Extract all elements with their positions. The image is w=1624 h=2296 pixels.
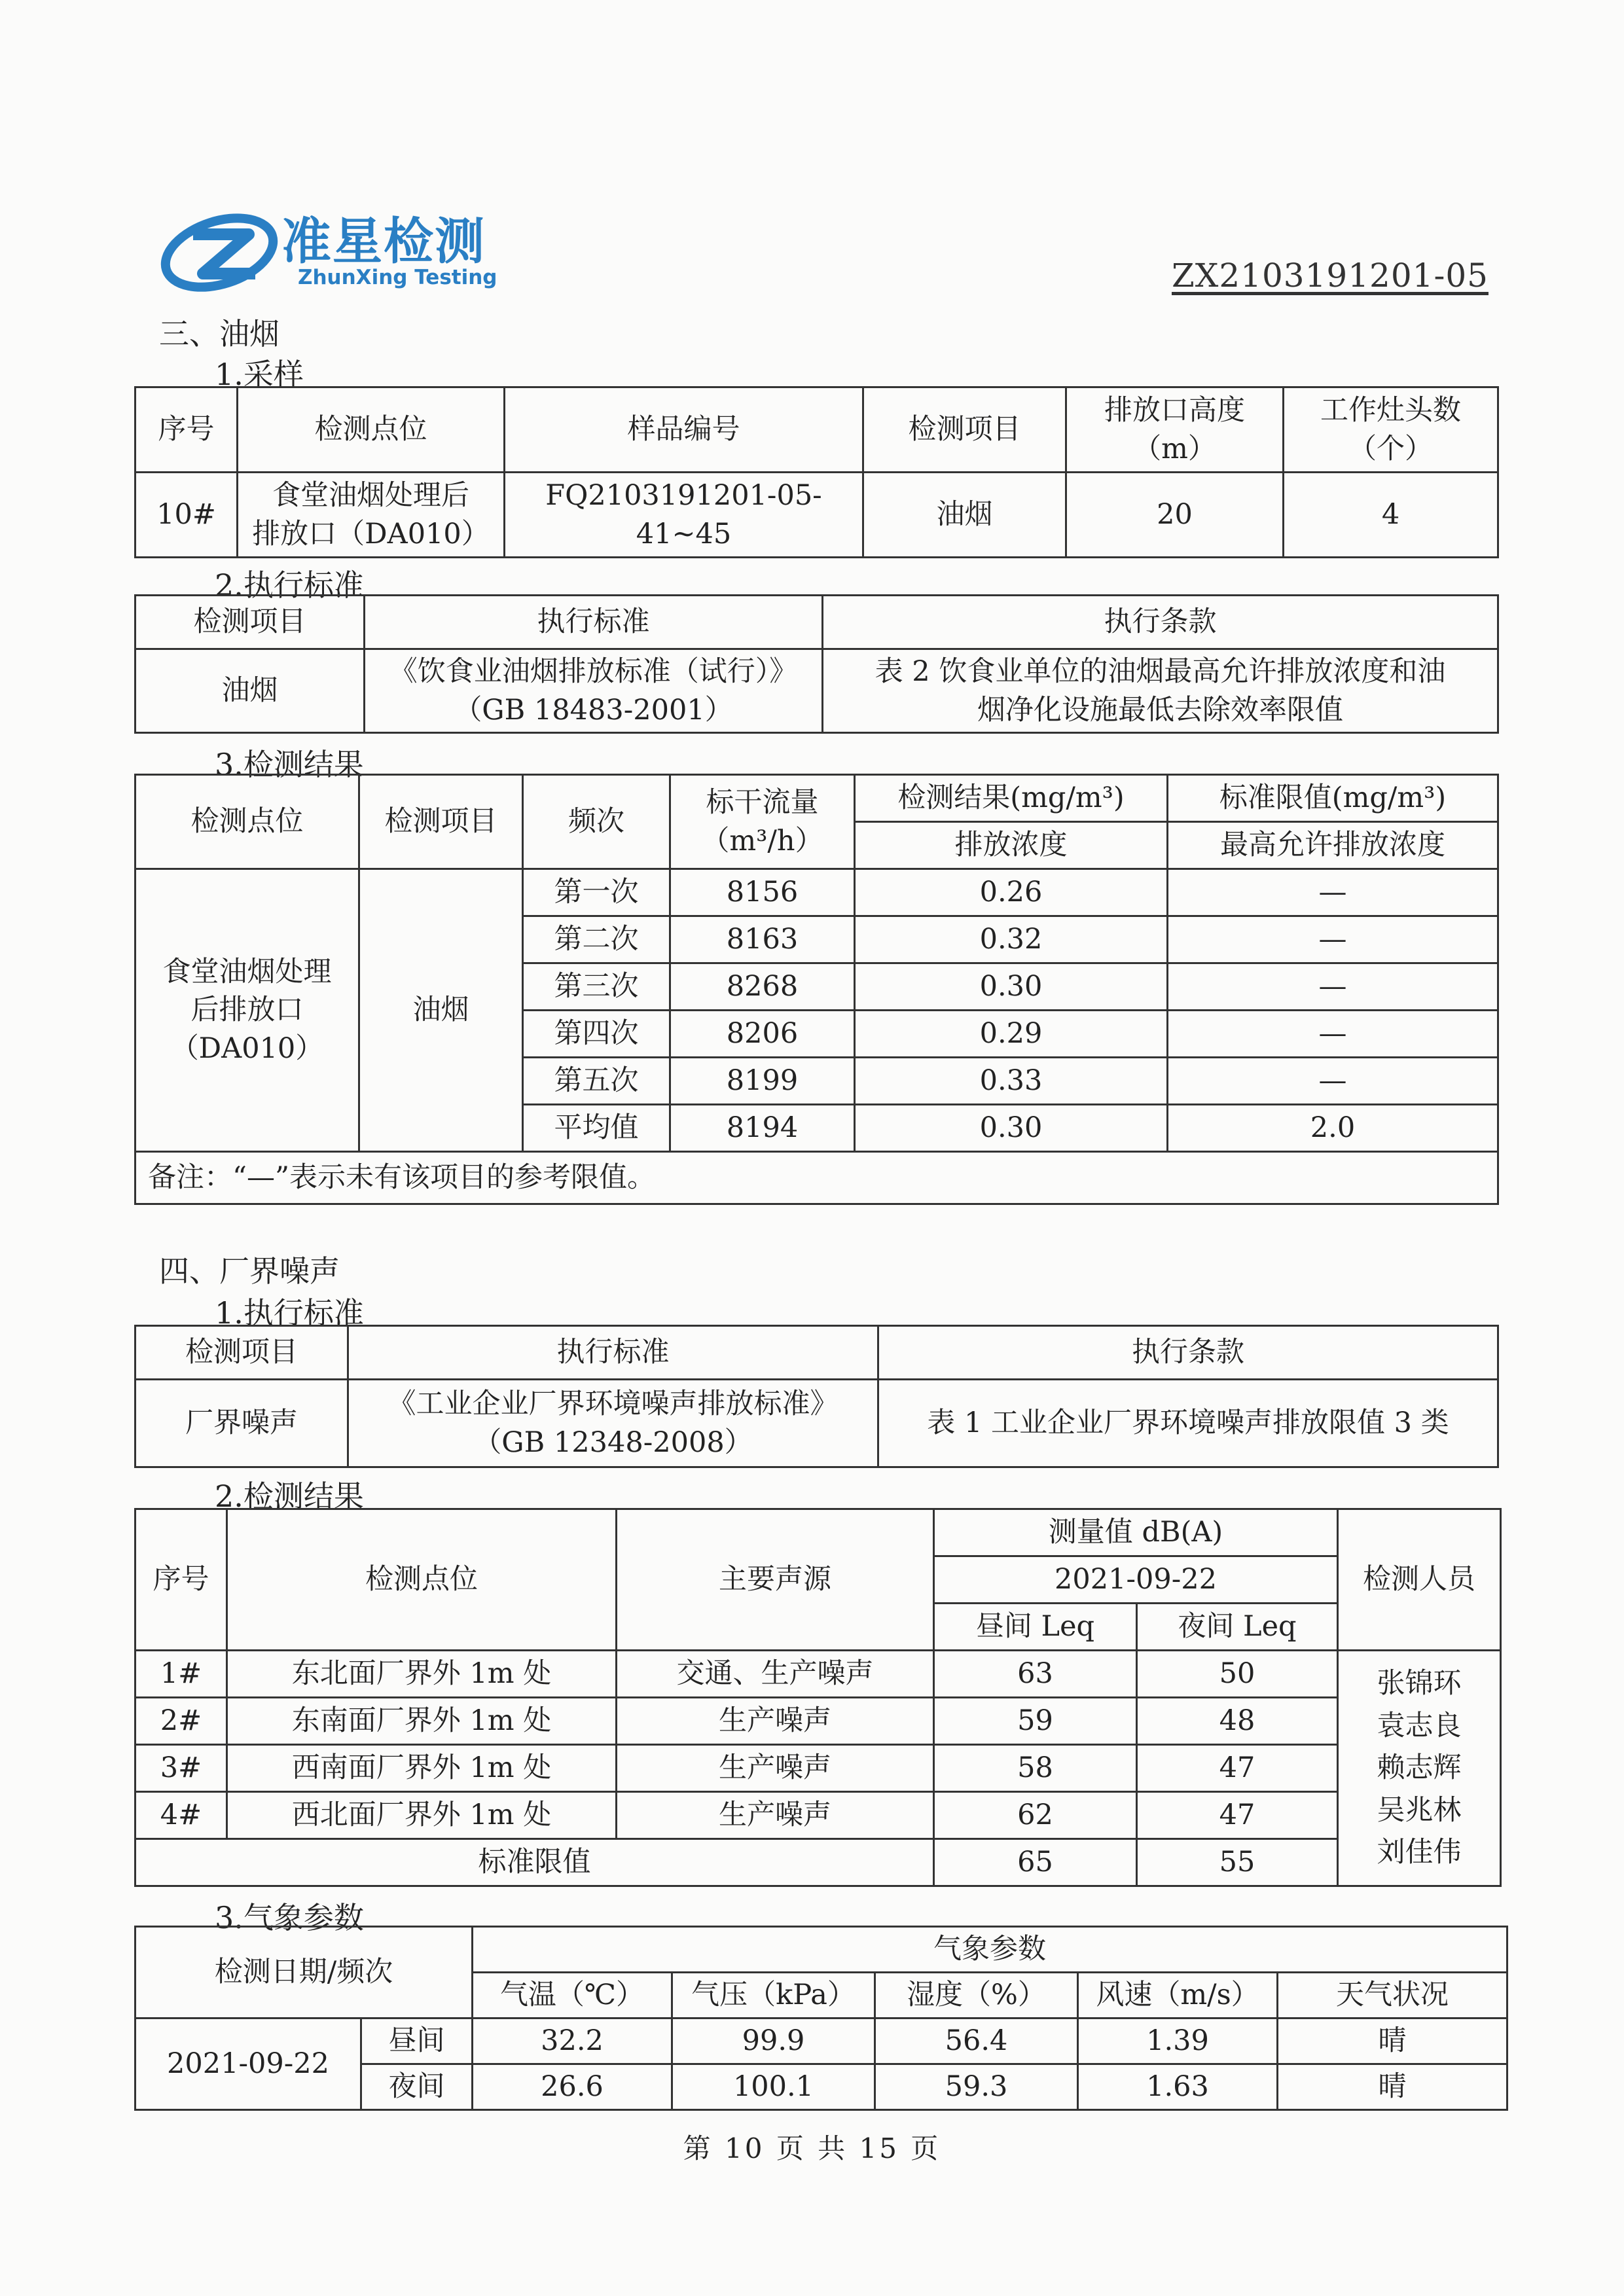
section-title-oil: 三、油烟: [159, 316, 280, 351]
section-title-noise: 四、厂界噪声: [159, 1253, 340, 1289]
table-cell: 8194: [670, 1105, 855, 1152]
oil-results-table: [134, 774, 1499, 1205]
logo-mark-icon: [157, 202, 281, 300]
table-cell: —: [1168, 916, 1498, 963]
table-cell: 2#: [135, 1698, 227, 1745]
company-logo: [157, 202, 497, 300]
table-cell: —: [1168, 963, 1498, 1011]
table-cell: 63: [934, 1651, 1137, 1698]
header-cell: 执行条款: [823, 596, 1498, 649]
table-cell: 100.1: [672, 2064, 875, 2110]
header-cell: 湿度（%）: [875, 1973, 1078, 2018]
header-cell: 测量值 dB(A): [934, 1509, 1338, 1556]
table-cell: —: [1168, 869, 1498, 916]
table-header-row: [135, 387, 1498, 473]
table-cell: 0.30: [855, 963, 1168, 1011]
table-row: [135, 2018, 1507, 2064]
noise-standard-table: [134, 1325, 1499, 1468]
table-cell: 8163: [670, 916, 855, 963]
table-cell: 59.3: [875, 2064, 1078, 2110]
table-cell: 东南面厂界外 1m 处: [227, 1698, 617, 1745]
header-cell: 检测日期/频次: [135, 1927, 473, 2018]
table-cell: 第四次: [523, 1011, 670, 1058]
table-cell: 东北面厂界外 1m 处: [227, 1651, 617, 1698]
header-cell: 执行标准: [365, 596, 823, 649]
table-row: [135, 1839, 1501, 1886]
table-cell: 3#: [135, 1745, 227, 1792]
table-cell: 2.0: [1168, 1105, 1498, 1152]
header-cell: 检测点位: [227, 1509, 617, 1651]
table-cell: 47: [1137, 1745, 1338, 1792]
table-cell: 夜间: [361, 2064, 473, 2110]
table-cell: 0.32: [855, 916, 1168, 963]
header-cell: 风速（m/s）: [1078, 1973, 1278, 2018]
table-cell: 食堂油烟处理后 排放口（DA010）: [238, 473, 505, 558]
subtitle-oil-results: 3.检测结果: [215, 747, 364, 782]
table-note: 备注：“—”表示未有该项目的参考限值。: [135, 1152, 1498, 1204]
header-cell: 样品编号: [505, 387, 863, 473]
table-cell: 48: [1137, 1698, 1338, 1745]
table-cell: 标准限值: [135, 1839, 934, 1886]
table-row: [135, 1792, 1501, 1839]
table-header-row: [135, 1927, 1507, 1973]
logo-text-en: ZhunXing Testing: [298, 266, 497, 289]
header-cell: 执行标准: [348, 1326, 878, 1380]
table-header-row: [135, 1326, 1498, 1380]
noise-results-table: [134, 1508, 1502, 1887]
header-cell: 检测结果(mg/m³): [855, 775, 1168, 822]
table-cell: 4#: [135, 1792, 227, 1839]
header-cell: 气压（kPa）: [672, 1973, 875, 2018]
table-cell: 《工业企业厂界环境噪声排放标准》 （GB 12348-2008）: [348, 1380, 878, 1467]
header-cell: 天气状况: [1278, 1973, 1507, 2018]
table-row: [135, 649, 1498, 733]
subtitle-oil-standard: 2.执行标准: [215, 567, 364, 603]
header-cell: 检测项目: [863, 387, 1066, 473]
header-cell: 检测点位: [238, 387, 505, 473]
header-cell: 序号: [135, 1509, 227, 1651]
table-cell: 1.63: [1078, 2064, 1278, 2110]
table-cell: 10#: [135, 473, 238, 558]
table-header-row: [135, 596, 1498, 649]
sampling-table: [134, 386, 1499, 558]
table-cell: 0.33: [855, 1058, 1168, 1105]
header-cell: 检测项目: [359, 775, 523, 869]
table-cell: —: [1168, 1011, 1498, 1058]
header-cell: 排放浓度: [855, 822, 1168, 869]
table-row: [135, 1698, 1501, 1745]
header-cell: 2021-09-22: [934, 1556, 1338, 1604]
table-cell: 55: [1137, 1839, 1338, 1886]
header-cell: 检测人员: [1338, 1509, 1501, 1651]
table-cell: 0.26: [855, 869, 1168, 916]
table-cell: 8268: [670, 963, 855, 1011]
subtitle-sampling: 1.采样: [215, 357, 304, 392]
header-cell: 气温（℃）: [473, 1973, 672, 2018]
table-cell: 油烟: [135, 649, 365, 733]
table-cell: 西南面厂界外 1m 处: [227, 1745, 617, 1792]
table-cell: 《饮食业油烟排放标准（试行）》 （GB 18483-2001）: [365, 649, 823, 733]
table-cell: 晴: [1278, 2018, 1507, 2064]
table-cell: 晴: [1278, 2064, 1507, 2110]
table-cell: 厂界噪声: [135, 1380, 348, 1467]
table-cell: 62: [934, 1792, 1137, 1839]
table-cell: 昼间: [361, 2018, 473, 2064]
table-cell: 1#: [135, 1651, 227, 1698]
table-cell: 交通、生产噪声: [617, 1651, 934, 1698]
table-row: [135, 1651, 1501, 1698]
oil-standard-table: [134, 594, 1499, 734]
table-cell: 第二次: [523, 916, 670, 963]
table-cell: 表 1 工业企业厂界环境噪声排放限值 3 类: [878, 1380, 1498, 1467]
table-cell: 56.4: [875, 2018, 1078, 2064]
staff-cell: 张锦环 袁志良 赖志辉 吴兆林 刘佳伟: [1338, 1651, 1501, 1886]
table-cell: 58: [934, 1745, 1137, 1792]
header-cell: 频次: [523, 775, 670, 869]
table-cell: 油烟: [863, 473, 1066, 558]
table-cell: 26.6: [473, 2064, 672, 2110]
table-cell: 平均值: [523, 1105, 670, 1152]
header-cell: 检测点位: [135, 775, 359, 869]
table-cell: 西北面厂界外 1m 处: [227, 1792, 617, 1839]
table-row: [135, 1380, 1498, 1467]
header-cell: 标干流量 （m³/h）: [670, 775, 855, 869]
table-cell: 32.2: [473, 2018, 672, 2064]
header-cell: 标准限值(mg/m³): [1168, 775, 1498, 822]
table-cell: 0.30: [855, 1105, 1168, 1152]
table-cell: 生产噪声: [617, 1745, 934, 1792]
table-cell: 8206: [670, 1011, 855, 1058]
table-cell: 47: [1137, 1792, 1338, 1839]
header-cell: 夜间 Leq: [1137, 1604, 1338, 1651]
table-cell: 50: [1137, 1651, 1338, 1698]
header-cell: 检测项目: [135, 596, 365, 649]
header-cell: 工作灶头数 （个）: [1284, 387, 1498, 473]
header-cell: 昼间 Leq: [934, 1604, 1137, 1651]
table-cell: 0.29: [855, 1011, 1168, 1058]
table-cell: —: [1168, 1058, 1498, 1105]
table-cell: 食堂油烟处理 后排放口 （DA010）: [135, 869, 359, 1152]
table-cell: FQ2103191201-05-41~45: [505, 473, 863, 558]
header-cell: 序号: [135, 387, 238, 473]
table-cell: 第三次: [523, 963, 670, 1011]
table-cell: 第一次: [523, 869, 670, 916]
table-cell: 生产噪声: [617, 1792, 934, 1839]
subtitle-noise-standard: 1.执行标准: [215, 1295, 364, 1331]
table-cell: 4: [1284, 473, 1498, 558]
table-cell: 2021-09-22: [135, 2018, 361, 2110]
table-cell: 99.9: [672, 2018, 875, 2064]
logo-text-cn: 准星检测: [281, 212, 486, 270]
header-cell: 主要声源: [617, 1509, 934, 1651]
table-cell: 20: [1066, 473, 1284, 558]
header-cell: 执行条款: [878, 1326, 1498, 1380]
table-row: [135, 1745, 1501, 1792]
table-cell: 65: [934, 1839, 1137, 1886]
header-cell: 最高允许排放浓度: [1168, 822, 1498, 869]
subtitle-noise-results: 2.检测结果: [215, 1479, 364, 1514]
header-cell: 检测项目: [135, 1326, 348, 1380]
table-note-row: [135, 1152, 1498, 1204]
table-cell: 表 2 饮食业单位的油烟最高允许排放浓度和油 烟净化设施最低去除效率限值: [823, 649, 1498, 733]
table-cell: 1.39: [1078, 2018, 1278, 2064]
header-cell: 气象参数: [473, 1927, 1507, 1973]
table-cell: 8199: [670, 1058, 855, 1105]
table-row: [135, 869, 1498, 916]
table-header-row: [135, 775, 1498, 822]
table-cell: 59: [934, 1698, 1137, 1745]
weather-table: [134, 1926, 1508, 2111]
table-row: [135, 473, 1498, 558]
report-number: ZX2103191201-05: [1172, 257, 1489, 295]
table-header-row: [135, 1509, 1501, 1556]
table-cell: 第五次: [523, 1058, 670, 1105]
table-cell: 8156: [670, 869, 855, 916]
table-cell: 油烟: [359, 869, 523, 1152]
subtitle-weather: 3.气象参数: [215, 1900, 364, 1935]
page-number: 第 10 页 共 15 页: [683, 2132, 941, 2164]
table-cell: 生产噪声: [617, 1698, 934, 1745]
header-cell: 排放口高度 （m）: [1066, 387, 1284, 473]
